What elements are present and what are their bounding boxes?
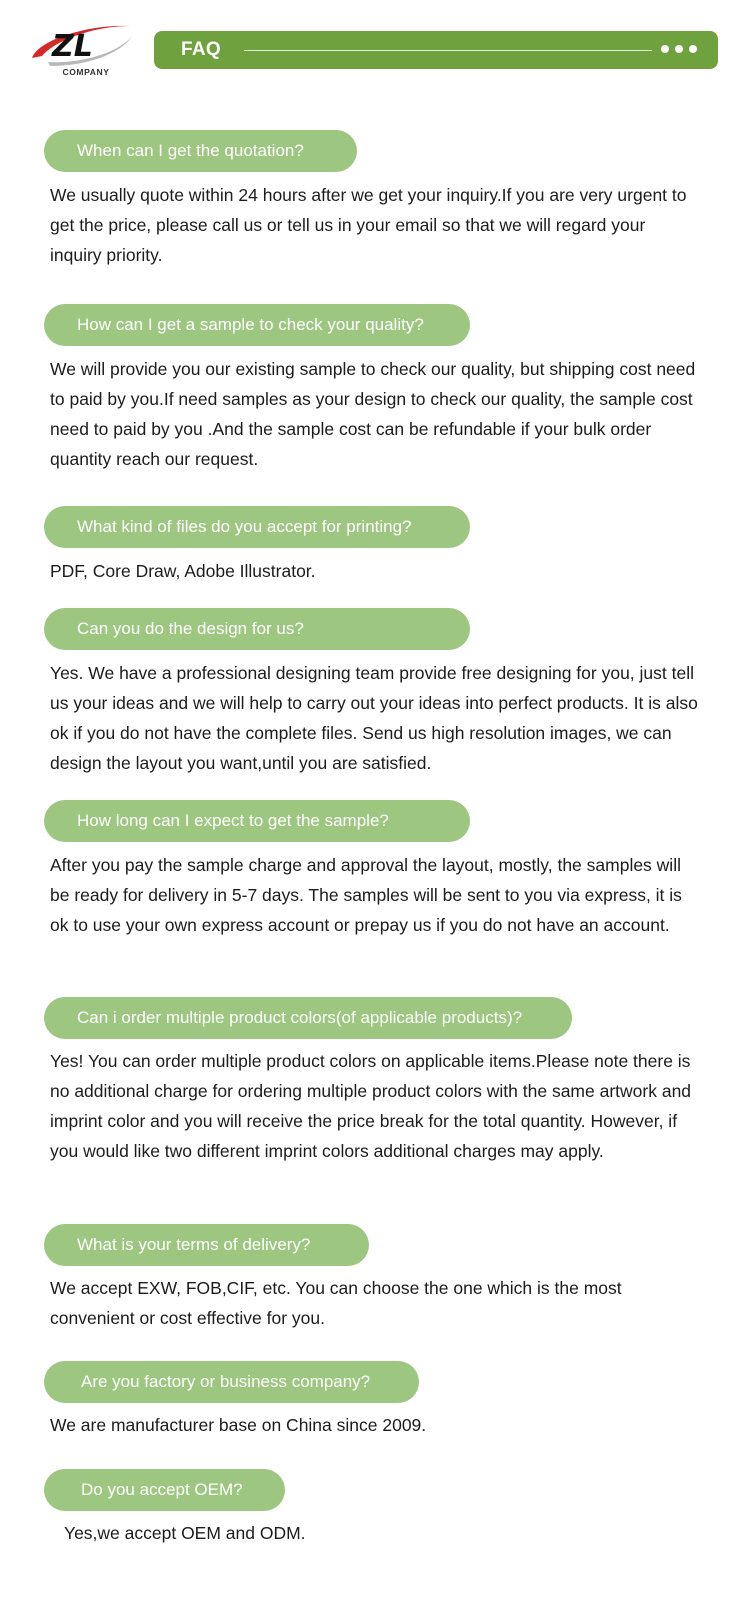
faq-header-bar xyxy=(154,31,718,69)
faq-question: Can i order multiple product colors(of applicable products)? xyxy=(44,997,572,1039)
company-logo xyxy=(28,18,136,80)
faq-answer: PDF, Core Draw, Adobe Illustrator. xyxy=(50,561,316,581)
faq-question: When can I get the quotation? xyxy=(44,130,357,172)
faq-question: Do you accept OEM? xyxy=(44,1469,285,1511)
faq-question: Are you factory or business company? xyxy=(44,1361,419,1403)
logo-subtext: COMPANY xyxy=(62,67,110,77)
faq-question: What kind of files do you accept for printing? xyxy=(44,506,470,548)
faq-question: Can you do the design for us? xyxy=(44,608,470,650)
faq-answer: We will provide you our existing sample to check our quality, but shipping cost need to paid by you.If need samples as your design to check our quality, the sample cost need to paid by you .And the sample cost can be refundable if your bulk order quantity reach our request. xyxy=(50,359,696,469)
faq-answer: Yes,we accept OEM and ODM. xyxy=(64,1523,306,1543)
page-title: FAQ xyxy=(181,39,221,60)
faq-answer: We are manufacturer base on China since 2009. xyxy=(50,1415,427,1435)
faq-answer: Yes! You can order multiple product colors on applicable items.Please note there is no additional charge for ordering multiple product colors with the same artwork and imprint color and you will receive the price break for the total quantity. However, if you would like two different imprint colors additional charges may apply. xyxy=(50,1051,692,1161)
faq-answer: We usually quote within 24 hours after we get your inquiry.If you are very urgent to get the price, please call us or tell us in your email so that we will regard your inquiry priority. xyxy=(50,185,687,265)
more-dots-icon xyxy=(661,45,697,53)
header-divider-line xyxy=(244,50,652,51)
faq-answer: After you pay the sample charge and approval the layout, mostly, the samples will be ready for delivery in 5-7 days. The samples will be sent to you via express, it is ok to use your own express account or prepay us if you do not have an account. xyxy=(50,855,682,935)
faq-answer: We accept EXW, FOB,CIF, etc. You can choose the one which is the most convenient or cost effective for you. xyxy=(50,1278,622,1328)
faq-question: How can I get a sample to check your quality? xyxy=(44,304,470,346)
faq-question: How long can I expect to get the sample? xyxy=(44,800,470,842)
faq-question: What is your terms of delivery? xyxy=(44,1224,369,1266)
svg-text:ZL: ZL xyxy=(52,29,93,64)
faq-answer: Yes. We have a professional designing team provide free designing for you, just tell us your ideas and we will help to carry out your ideas into perfect products. It is also ok if you do not have the complete files. Send us high resolution images, we can design the layout you want,until you are satisfied. xyxy=(50,663,698,773)
